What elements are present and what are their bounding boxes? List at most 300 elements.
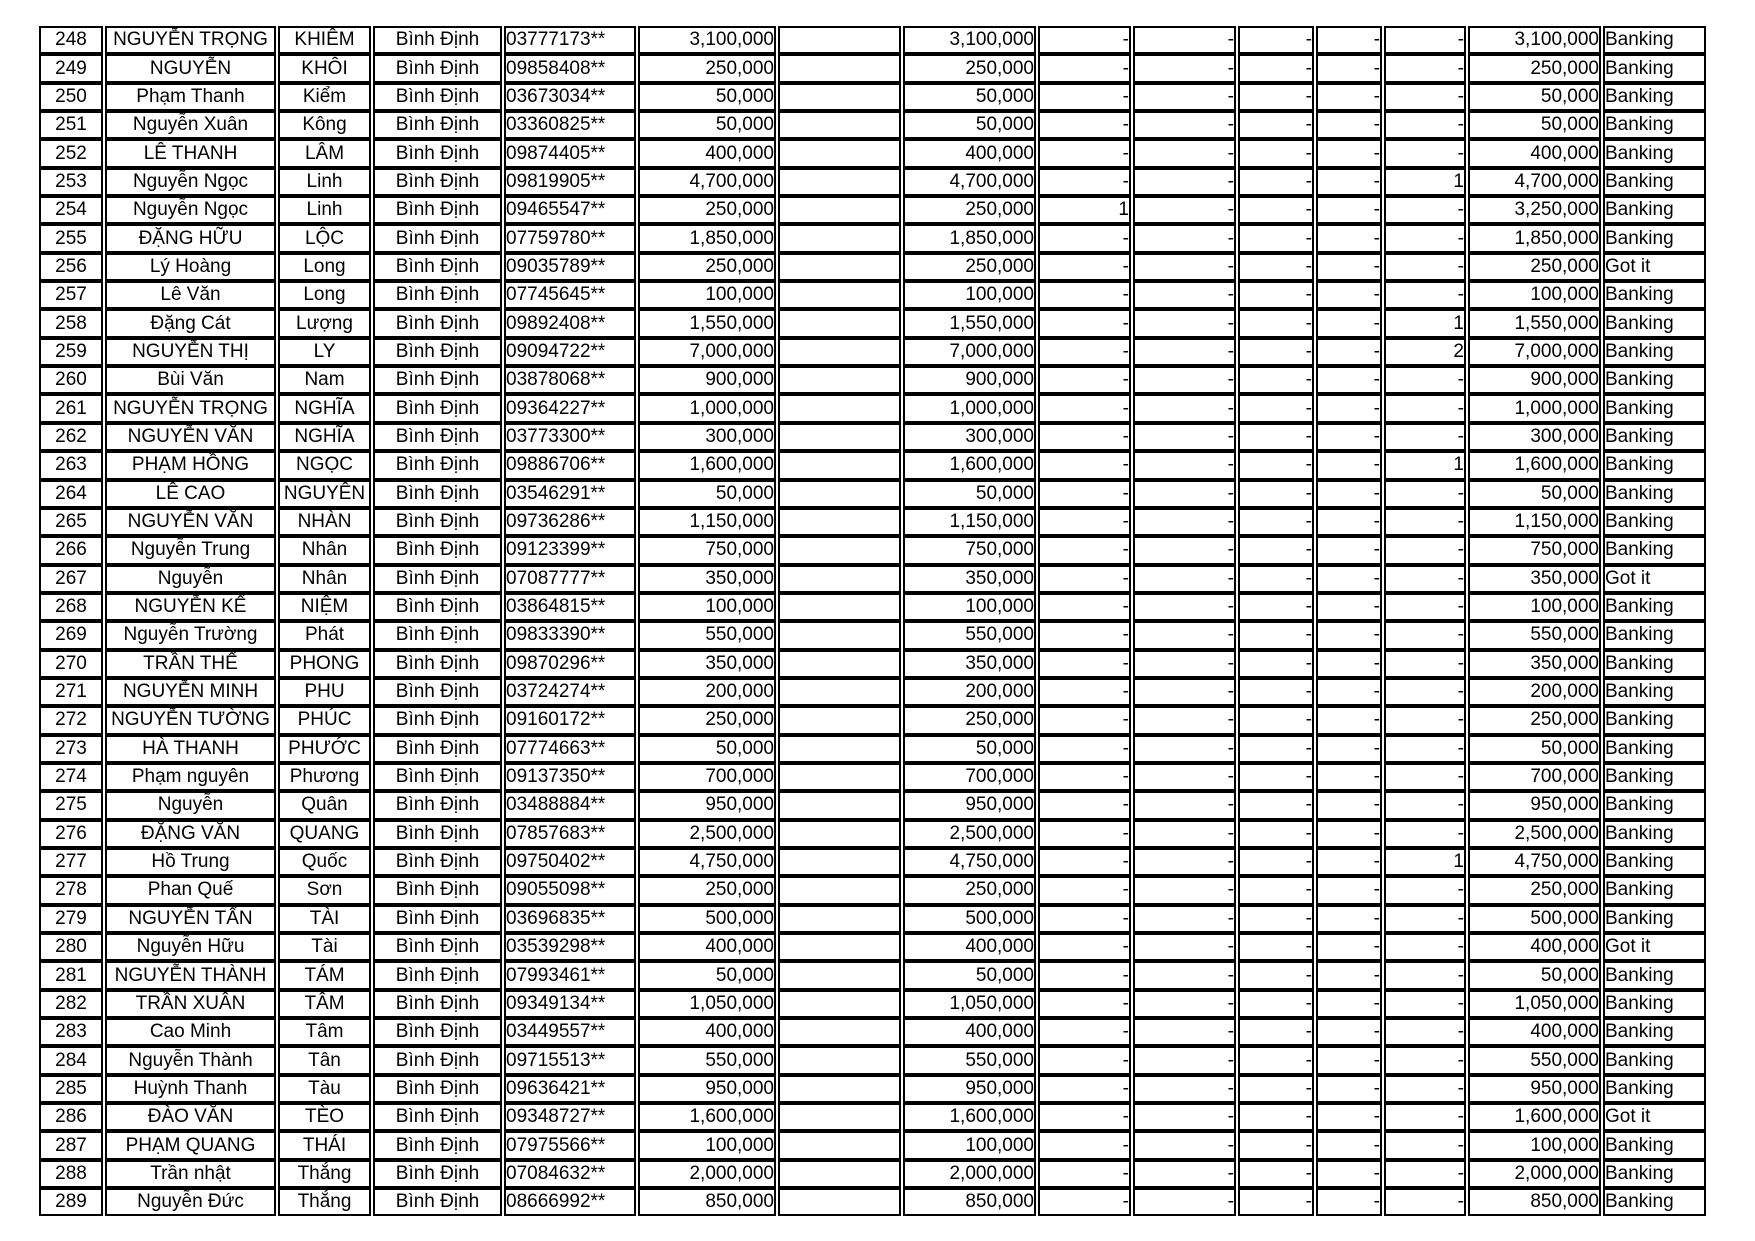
phone-cell[interactable]: 03673034**	[504, 83, 636, 111]
amount-cell[interactable]: 1,550,000	[638, 309, 776, 337]
marker-5-cell[interactable]: -	[1384, 1046, 1466, 1074]
confirmed-amount-cell[interactable]: 300,000	[903, 423, 1036, 451]
marker-1-cell[interactable]: -	[1038, 961, 1131, 989]
phone-cell[interactable]: 09160172**	[504, 706, 636, 734]
given-name-cell[interactable]: THÁI	[278, 1131, 371, 1159]
marker-5-cell[interactable]: -	[1384, 83, 1466, 111]
status-cell[interactable]: Banking	[1603, 706, 1706, 734]
status-cell[interactable]: Banking	[1603, 1075, 1706, 1103]
marker-5-cell[interactable]: -	[1384, 735, 1466, 763]
family-name-cell[interactable]: LÊ THANH	[105, 139, 276, 167]
family-name-cell[interactable]: PHẠM QUANG	[105, 1131, 276, 1159]
status-cell[interactable]: Banking	[1603, 394, 1706, 422]
province-cell[interactable]: Bình Định	[373, 139, 502, 167]
confirmed-amount-cell[interactable]: 50,000	[903, 83, 1036, 111]
empty-cell[interactable]	[778, 593, 901, 621]
amount-cell[interactable]: 350,000	[638, 650, 776, 678]
marker-2-cell[interactable]: -	[1133, 1188, 1236, 1216]
total-amount-cell[interactable]: 750,000	[1468, 536, 1601, 564]
marker-4-cell[interactable]: -	[1316, 394, 1382, 422]
marker-2-cell[interactable]: -	[1133, 54, 1236, 82]
marker-5-cell[interactable]: -	[1384, 394, 1466, 422]
marker-1-cell[interactable]: -	[1038, 394, 1131, 422]
status-cell[interactable]: Banking	[1603, 26, 1706, 54]
row-number-cell[interactable]: 254	[39, 196, 103, 224]
marker-2-cell[interactable]: -	[1133, 253, 1236, 281]
amount-cell[interactable]: 2,000,000	[638, 1160, 776, 1188]
marker-3-cell[interactable]: -	[1238, 621, 1314, 649]
total-amount-cell[interactable]: 700,000	[1468, 763, 1601, 791]
status-cell[interactable]: Got it	[1603, 253, 1706, 281]
family-name-cell[interactable]: NGUYỄN KẾ	[105, 593, 276, 621]
amount-cell[interactable]: 250,000	[638, 253, 776, 281]
marker-3-cell[interactable]: -	[1238, 848, 1314, 876]
marker-5-cell[interactable]: -	[1384, 990, 1466, 1018]
family-name-cell[interactable]: NGUYỄN MINH	[105, 678, 276, 706]
marker-4-cell[interactable]: -	[1316, 508, 1382, 536]
total-amount-cell[interactable]: 3,250,000	[1468, 196, 1601, 224]
status-cell[interactable]: Banking	[1603, 593, 1706, 621]
marker-1-cell[interactable]: -	[1038, 791, 1131, 819]
marker-1-cell[interactable]: -	[1038, 848, 1131, 876]
family-name-cell[interactable]: Nguyễn Đức	[105, 1188, 276, 1216]
row-number-cell[interactable]: 265	[39, 508, 103, 536]
marker-2-cell[interactable]: -	[1133, 1046, 1236, 1074]
marker-3-cell[interactable]: -	[1238, 224, 1314, 252]
status-cell[interactable]: Banking	[1603, 54, 1706, 82]
marker-1-cell[interactable]: -	[1038, 139, 1131, 167]
status-cell[interactable]: Banking	[1603, 876, 1706, 904]
province-cell[interactable]: Bình Định	[373, 508, 502, 536]
phone-cell[interactable]: 09892408**	[504, 309, 636, 337]
empty-cell[interactable]	[778, 309, 901, 337]
phone-cell[interactable]: 09349134**	[504, 990, 636, 1018]
phone-cell[interactable]: 03777173**	[504, 26, 636, 54]
total-amount-cell[interactable]: 2,000,000	[1468, 1160, 1601, 1188]
given-name-cell[interactable]: PHƯỚC	[278, 735, 371, 763]
marker-5-cell[interactable]: -	[1384, 763, 1466, 791]
amount-cell[interactable]: 550,000	[638, 1046, 776, 1074]
marker-3-cell[interactable]: -	[1238, 678, 1314, 706]
marker-1-cell[interactable]: -	[1038, 281, 1131, 309]
marker-2-cell[interactable]: -	[1133, 196, 1236, 224]
marker-5-cell[interactable]: -	[1384, 876, 1466, 904]
phone-cell[interactable]: 07745645**	[504, 281, 636, 309]
marker-2-cell[interactable]: -	[1133, 168, 1236, 196]
total-amount-cell[interactable]: 250,000	[1468, 876, 1601, 904]
given-name-cell[interactable]: Quốc	[278, 848, 371, 876]
family-name-cell[interactable]: Phạm Thanh	[105, 83, 276, 111]
marker-4-cell[interactable]: -	[1316, 1075, 1382, 1103]
status-cell[interactable]: Banking	[1603, 763, 1706, 791]
given-name-cell[interactable]: PHÚC	[278, 706, 371, 734]
given-name-cell[interactable]: Nhân	[278, 536, 371, 564]
phone-cell[interactable]: 09465547**	[504, 196, 636, 224]
province-cell[interactable]: Bình Định	[373, 224, 502, 252]
province-cell[interactable]: Bình Định	[373, 763, 502, 791]
province-cell[interactable]: Bình Định	[373, 565, 502, 593]
total-amount-cell[interactable]: 50,000	[1468, 480, 1601, 508]
amount-cell[interactable]: 1,850,000	[638, 224, 776, 252]
status-cell[interactable]: Banking	[1603, 990, 1706, 1018]
amount-cell[interactable]: 900,000	[638, 366, 776, 394]
marker-2-cell[interactable]: -	[1133, 366, 1236, 394]
row-number-cell[interactable]: 260	[39, 366, 103, 394]
status-cell[interactable]: Banking	[1603, 281, 1706, 309]
status-cell[interactable]: Banking	[1603, 508, 1706, 536]
confirmed-amount-cell[interactable]: 250,000	[903, 54, 1036, 82]
marker-3-cell[interactable]: -	[1238, 593, 1314, 621]
marker-2-cell[interactable]: -	[1133, 83, 1236, 111]
empty-cell[interactable]	[778, 451, 901, 479]
family-name-cell[interactable]: PHẠM HỒNG	[105, 451, 276, 479]
marker-5-cell[interactable]: -	[1384, 1188, 1466, 1216]
province-cell[interactable]: Bình Định	[373, 423, 502, 451]
row-number-cell[interactable]: 276	[39, 820, 103, 848]
total-amount-cell[interactable]: 550,000	[1468, 1046, 1601, 1074]
marker-3-cell[interactable]: -	[1238, 990, 1314, 1018]
province-cell[interactable]: Bình Định	[373, 1131, 502, 1159]
marker-2-cell[interactable]: -	[1133, 621, 1236, 649]
empty-cell[interactable]	[778, 905, 901, 933]
row-number-cell[interactable]: 272	[39, 706, 103, 734]
empty-cell[interactable]	[778, 338, 901, 366]
total-amount-cell[interactable]: 1,600,000	[1468, 1103, 1601, 1131]
marker-3-cell[interactable]: -	[1238, 508, 1314, 536]
status-cell[interactable]: Banking	[1603, 168, 1706, 196]
marker-1-cell[interactable]: -	[1038, 224, 1131, 252]
confirmed-amount-cell[interactable]: 250,000	[903, 706, 1036, 734]
amount-cell[interactable]: 50,000	[638, 480, 776, 508]
marker-4-cell[interactable]: -	[1316, 224, 1382, 252]
amount-cell[interactable]: 400,000	[638, 139, 776, 167]
marker-4-cell[interactable]: -	[1316, 678, 1382, 706]
marker-2-cell[interactable]: -	[1133, 281, 1236, 309]
family-name-cell[interactable]: ĐẶNG HỮU	[105, 224, 276, 252]
family-name-cell[interactable]: TRẦN XUÂN	[105, 990, 276, 1018]
amount-cell[interactable]: 500,000	[638, 905, 776, 933]
marker-4-cell[interactable]: -	[1316, 168, 1382, 196]
marker-2-cell[interactable]: -	[1133, 338, 1236, 366]
total-amount-cell[interactable]: 900,000	[1468, 366, 1601, 394]
amount-cell[interactable]: 50,000	[638, 735, 776, 763]
total-amount-cell[interactable]: 1,850,000	[1468, 224, 1601, 252]
amount-cell[interactable]: 300,000	[638, 423, 776, 451]
family-name-cell[interactable]: NGUYỄN TRỌNG	[105, 394, 276, 422]
amount-cell[interactable]: 50,000	[638, 83, 776, 111]
marker-5-cell[interactable]: -	[1384, 26, 1466, 54]
marker-5-cell[interactable]: -	[1384, 224, 1466, 252]
marker-4-cell[interactable]: -	[1316, 848, 1382, 876]
given-name-cell[interactable]: NGHĨA	[278, 423, 371, 451]
marker-2-cell[interactable]: -	[1133, 876, 1236, 904]
given-name-cell[interactable]: Long	[278, 281, 371, 309]
marker-5-cell[interactable]: -	[1384, 480, 1466, 508]
marker-2-cell[interactable]: -	[1133, 763, 1236, 791]
province-cell[interactable]: Bình Định	[373, 83, 502, 111]
phone-cell[interactable]: 03773300**	[504, 423, 636, 451]
given-name-cell[interactable]: NHÀN	[278, 508, 371, 536]
family-name-cell[interactable]: Nguyễn Thành	[105, 1046, 276, 1074]
status-cell[interactable]: Got it	[1603, 565, 1706, 593]
row-number-cell[interactable]: 286	[39, 1103, 103, 1131]
marker-2-cell[interactable]: -	[1133, 1131, 1236, 1159]
empty-cell[interactable]	[778, 508, 901, 536]
marker-1-cell[interactable]: -	[1038, 1188, 1131, 1216]
marker-1-cell[interactable]: -	[1038, 451, 1131, 479]
confirmed-amount-cell[interactable]: 550,000	[903, 621, 1036, 649]
phone-cell[interactable]: 09137350**	[504, 763, 636, 791]
status-cell[interactable]: Banking	[1603, 1046, 1706, 1074]
confirmed-amount-cell[interactable]: 200,000	[903, 678, 1036, 706]
family-name-cell[interactable]: NGUYỄN TRỌNG	[105, 26, 276, 54]
marker-4-cell[interactable]: -	[1316, 309, 1382, 337]
marker-1-cell[interactable]: -	[1038, 1075, 1131, 1103]
total-amount-cell[interactable]: 250,000	[1468, 54, 1601, 82]
total-amount-cell[interactable]: 1,150,000	[1468, 508, 1601, 536]
marker-3-cell[interactable]: -	[1238, 423, 1314, 451]
status-cell[interactable]: Got it	[1603, 1103, 1706, 1131]
empty-cell[interactable]	[778, 990, 901, 1018]
phone-cell[interactable]: 09364227**	[504, 394, 636, 422]
row-number-cell[interactable]: 261	[39, 394, 103, 422]
row-number-cell[interactable]: 256	[39, 253, 103, 281]
total-amount-cell[interactable]: 50,000	[1468, 111, 1601, 139]
row-number-cell[interactable]: 281	[39, 961, 103, 989]
province-cell[interactable]: Bình Định	[373, 848, 502, 876]
given-name-cell[interactable]: LỘC	[278, 224, 371, 252]
row-number-cell[interactable]: 250	[39, 83, 103, 111]
status-cell[interactable]: Banking	[1603, 735, 1706, 763]
marker-5-cell[interactable]: -	[1384, 1018, 1466, 1046]
marker-4-cell[interactable]: -	[1316, 735, 1382, 763]
marker-3-cell[interactable]: -	[1238, 1046, 1314, 1074]
row-number-cell[interactable]: 280	[39, 933, 103, 961]
province-cell[interactable]: Bình Định	[373, 990, 502, 1018]
marker-4-cell[interactable]: -	[1316, 763, 1382, 791]
given-name-cell[interactable]: PHONG	[278, 650, 371, 678]
given-name-cell[interactable]: Thắng	[278, 1160, 371, 1188]
given-name-cell[interactable]: LÂM	[278, 139, 371, 167]
amount-cell[interactable]: 3,100,000	[638, 26, 776, 54]
marker-3-cell[interactable]: -	[1238, 54, 1314, 82]
marker-3-cell[interactable]: -	[1238, 820, 1314, 848]
amount-cell[interactable]: 2,500,000	[638, 820, 776, 848]
phone-cell[interactable]: 09874405**	[504, 139, 636, 167]
empty-cell[interactable]	[778, 26, 901, 54]
total-amount-cell[interactable]: 400,000	[1468, 933, 1601, 961]
total-amount-cell[interactable]: 50,000	[1468, 735, 1601, 763]
marker-3-cell[interactable]: -	[1238, 480, 1314, 508]
total-amount-cell[interactable]: 50,000	[1468, 83, 1601, 111]
status-cell[interactable]: Banking	[1603, 224, 1706, 252]
marker-1-cell[interactable]: -	[1038, 366, 1131, 394]
confirmed-amount-cell[interactable]: 400,000	[903, 1018, 1036, 1046]
row-number-cell[interactable]: 289	[39, 1188, 103, 1216]
empty-cell[interactable]	[778, 1046, 901, 1074]
row-number-cell[interactable]: 269	[39, 621, 103, 649]
total-amount-cell[interactable]: 1,600,000	[1468, 451, 1601, 479]
empty-cell[interactable]	[778, 650, 901, 678]
marker-3-cell[interactable]: -	[1238, 139, 1314, 167]
phone-cell[interactable]: 03878068**	[504, 366, 636, 394]
marker-2-cell[interactable]: -	[1133, 565, 1236, 593]
total-amount-cell[interactable]: 1,550,000	[1468, 309, 1601, 337]
marker-4-cell[interactable]: -	[1316, 961, 1382, 989]
confirmed-amount-cell[interactable]: 850,000	[903, 1188, 1036, 1216]
marker-4-cell[interactable]: -	[1316, 423, 1382, 451]
row-number-cell[interactable]: 259	[39, 338, 103, 366]
phone-cell[interactable]: 07084632**	[504, 1160, 636, 1188]
marker-1-cell[interactable]: -	[1038, 933, 1131, 961]
marker-3-cell[interactable]: -	[1238, 536, 1314, 564]
marker-3-cell[interactable]: -	[1238, 650, 1314, 678]
confirmed-amount-cell[interactable]: 4,750,000	[903, 848, 1036, 876]
marker-3-cell[interactable]: -	[1238, 1018, 1314, 1046]
marker-2-cell[interactable]: -	[1133, 1075, 1236, 1103]
confirmed-amount-cell[interactable]: 350,000	[903, 565, 1036, 593]
status-cell[interactable]: Banking	[1603, 1188, 1706, 1216]
given-name-cell[interactable]: Tài	[278, 933, 371, 961]
phone-cell[interactable]: 09094722**	[504, 338, 636, 366]
given-name-cell[interactable]: Tàu	[278, 1075, 371, 1103]
province-cell[interactable]: Bình Định	[373, 281, 502, 309]
status-cell[interactable]: Banking	[1603, 961, 1706, 989]
amount-cell[interactable]: 250,000	[638, 196, 776, 224]
given-name-cell[interactable]: QUANG	[278, 820, 371, 848]
marker-4-cell[interactable]: -	[1316, 281, 1382, 309]
confirmed-amount-cell[interactable]: 250,000	[903, 876, 1036, 904]
status-cell[interactable]: Banking	[1603, 791, 1706, 819]
marker-2-cell[interactable]: -	[1133, 678, 1236, 706]
marker-4-cell[interactable]: -	[1316, 480, 1382, 508]
total-amount-cell[interactable]: 500,000	[1468, 905, 1601, 933]
province-cell[interactable]: Bình Định	[373, 1188, 502, 1216]
empty-cell[interactable]	[778, 791, 901, 819]
province-cell[interactable]: Bình Định	[373, 905, 502, 933]
province-cell[interactable]: Bình Định	[373, 961, 502, 989]
total-amount-cell[interactable]: 550,000	[1468, 621, 1601, 649]
province-cell[interactable]: Bình Định	[373, 536, 502, 564]
confirmed-amount-cell[interactable]: 100,000	[903, 593, 1036, 621]
marker-4-cell[interactable]: -	[1316, 791, 1382, 819]
marker-4-cell[interactable]: -	[1316, 26, 1382, 54]
confirmed-amount-cell[interactable]: 400,000	[903, 933, 1036, 961]
status-cell[interactable]: Got it	[1603, 933, 1706, 961]
marker-5-cell[interactable]: 1	[1384, 309, 1466, 337]
marker-3-cell[interactable]: -	[1238, 281, 1314, 309]
marker-3-cell[interactable]: -	[1238, 83, 1314, 111]
marker-2-cell[interactable]: -	[1133, 1018, 1236, 1046]
marker-4-cell[interactable]: -	[1316, 338, 1382, 366]
marker-4-cell[interactable]: -	[1316, 1018, 1382, 1046]
empty-cell[interactable]	[778, 848, 901, 876]
given-name-cell[interactable]: Tâm	[278, 1018, 371, 1046]
confirmed-amount-cell[interactable]: 7,000,000	[903, 338, 1036, 366]
province-cell[interactable]: Bình Định	[373, 735, 502, 763]
marker-5-cell[interactable]: -	[1384, 706, 1466, 734]
phone-cell[interactable]: 09858408**	[504, 54, 636, 82]
total-amount-cell[interactable]: 50,000	[1468, 961, 1601, 989]
total-amount-cell[interactable]: 7,000,000	[1468, 338, 1601, 366]
phone-cell[interactable]: 07975566**	[504, 1131, 636, 1159]
family-name-cell[interactable]: Phan Quế	[105, 876, 276, 904]
row-number-cell[interactable]: 251	[39, 111, 103, 139]
marker-3-cell[interactable]: -	[1238, 706, 1314, 734]
marker-4-cell[interactable]: -	[1316, 706, 1382, 734]
marker-1-cell[interactable]: -	[1038, 26, 1131, 54]
phone-cell[interactable]: 03449557**	[504, 1018, 636, 1046]
amount-cell[interactable]: 200,000	[638, 678, 776, 706]
family-name-cell[interactable]: Bùi Văn	[105, 366, 276, 394]
province-cell[interactable]: Bình Định	[373, 650, 502, 678]
row-number-cell[interactable]: 284	[39, 1046, 103, 1074]
family-name-cell[interactable]: HÀ THANH	[105, 735, 276, 763]
marker-2-cell[interactable]: -	[1133, 820, 1236, 848]
phone-cell[interactable]: 09870296**	[504, 650, 636, 678]
phone-cell[interactable]: 07759780**	[504, 224, 636, 252]
family-name-cell[interactable]: Nguyễn	[105, 791, 276, 819]
province-cell[interactable]: Bình Định	[373, 394, 502, 422]
province-cell[interactable]: Bình Định	[373, 451, 502, 479]
given-name-cell[interactable]: Nam	[278, 366, 371, 394]
family-name-cell[interactable]: Lý Hoàng	[105, 253, 276, 281]
marker-1-cell[interactable]: -	[1038, 763, 1131, 791]
status-cell[interactable]: Banking	[1603, 905, 1706, 933]
amount-cell[interactable]: 100,000	[638, 593, 776, 621]
row-number-cell[interactable]: 266	[39, 536, 103, 564]
given-name-cell[interactable]: TÈO	[278, 1103, 371, 1131]
total-amount-cell[interactable]: 950,000	[1468, 791, 1601, 819]
marker-3-cell[interactable]: -	[1238, 1103, 1314, 1131]
family-name-cell[interactable]: NGUYỄN VĂN	[105, 508, 276, 536]
marker-1-cell[interactable]: -	[1038, 83, 1131, 111]
amount-cell[interactable]: 950,000	[638, 1075, 776, 1103]
province-cell[interactable]: Bình Định	[373, 480, 502, 508]
given-name-cell[interactable]: KHIÊM	[278, 26, 371, 54]
marker-1-cell[interactable]: -	[1038, 565, 1131, 593]
confirmed-amount-cell[interactable]: 350,000	[903, 650, 1036, 678]
marker-2-cell[interactable]: -	[1133, 848, 1236, 876]
row-number-cell[interactable]: 257	[39, 281, 103, 309]
given-name-cell[interactable]: Kông	[278, 111, 371, 139]
row-number-cell[interactable]: 268	[39, 593, 103, 621]
given-name-cell[interactable]: Phát	[278, 621, 371, 649]
empty-cell[interactable]	[778, 735, 901, 763]
family-name-cell[interactable]: Nguyễn Ngọc	[105, 196, 276, 224]
given-name-cell[interactable]: Long	[278, 253, 371, 281]
marker-4-cell[interactable]: -	[1316, 593, 1382, 621]
confirmed-amount-cell[interactable]: 100,000	[903, 281, 1036, 309]
marker-2-cell[interactable]: -	[1133, 536, 1236, 564]
marker-1-cell[interactable]: -	[1038, 678, 1131, 706]
marker-2-cell[interactable]: -	[1133, 933, 1236, 961]
marker-1-cell[interactable]: -	[1038, 508, 1131, 536]
empty-cell[interactable]	[778, 763, 901, 791]
marker-1-cell[interactable]: -	[1038, 876, 1131, 904]
marker-4-cell[interactable]: -	[1316, 876, 1382, 904]
marker-2-cell[interactable]: -	[1133, 508, 1236, 536]
amount-cell[interactable]: 1,600,000	[638, 1103, 776, 1131]
marker-3-cell[interactable]: -	[1238, 1131, 1314, 1159]
marker-1-cell[interactable]: -	[1038, 423, 1131, 451]
amount-cell[interactable]: 400,000	[638, 933, 776, 961]
marker-5-cell[interactable]: -	[1384, 253, 1466, 281]
status-cell[interactable]: Banking	[1603, 650, 1706, 678]
status-cell[interactable]: Banking	[1603, 338, 1706, 366]
province-cell[interactable]: Bình Định	[373, 791, 502, 819]
status-cell[interactable]: Banking	[1603, 139, 1706, 167]
